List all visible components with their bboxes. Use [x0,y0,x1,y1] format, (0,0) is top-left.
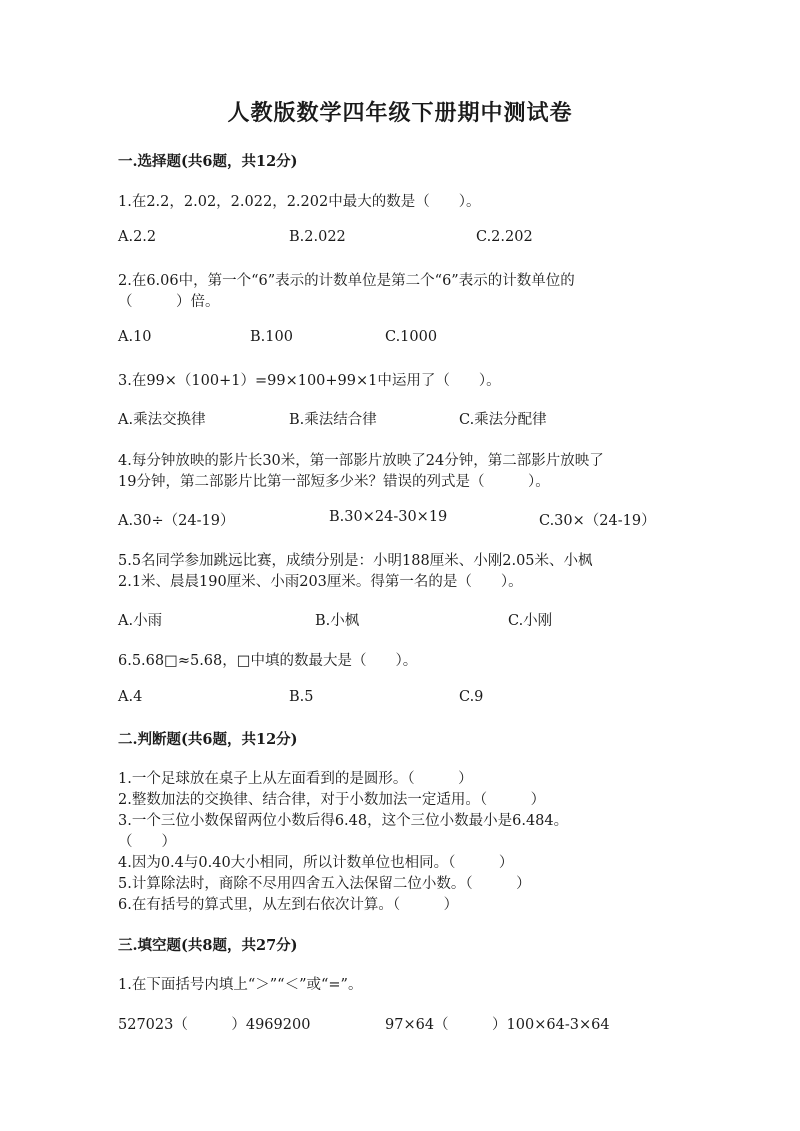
option-c: C.小刚 [508,613,553,629]
question-text: 2.1米、晨晨190厘米、小雨203厘米。得第一名的是（ ）。 [118,574,523,590]
statement-line: 3.一个三位小数保留两位小数后得6.48，这个三位小数最小是6.484。 [118,813,569,829]
statement-line: 5.计算除法时，商除不尽用四舍五入法保留二位小数。（ ） [118,876,531,892]
comparison-item: 527023（ ）4969200 [118,1017,311,1033]
option-c: C.2.202 [476,229,533,245]
option-c: C.30×（24-19） [539,513,656,529]
statement-line: 4.因为0.4与0.40大小相同，所以计数单位也相同。（ ） [118,855,514,871]
option-c: C.1000 [385,329,438,345]
option-a: A.4 [118,689,143,705]
question-text: 2.在6.06中，第一个“6”表示的计数单位是第二个“6”表示的计数单位的 [118,273,575,289]
statement-line: （ ） [118,834,176,850]
question-text: （ ）倍。 [118,294,220,310]
section-header-choice: 一.选择题(共6题，共12分) [118,153,298,170]
question-text: 1.在2.2，2.02，2.022，2.202中最大的数是（ ）。 [118,194,481,210]
section-header-fill: 三.填空题(共8题，共27分) [118,937,298,954]
option-b: B.2.022 [289,229,346,245]
option-a: A.10 [118,329,152,345]
option-a: A.乘法交换律 [118,412,206,428]
option-b: B.100 [250,329,293,345]
option-c: C.9 [459,689,484,705]
section-header-judgement: 二.判断题(共6题，共12分) [118,731,298,748]
comparison-item: 97×64（ ）100×64-3×64 [385,1017,610,1033]
question-text: 5.5名同学参加跳远比赛，成绩分别是：小明188厘米、小刚2.05米、小枫 [118,553,593,569]
question-text: 19分钟，第二部影片比第一部短多少米？错误的列式是（ ）。 [118,474,550,490]
statement-line: 6.在有括号的算式里，从左到右依次计算。（ ） [118,897,459,913]
question-text: 6.5.68□≈5.68，□中填的数最大是（ ）。 [118,653,418,669]
option-a: A.30÷（24-19） [118,513,235,529]
option-a: A.2.2 [118,229,157,245]
question-text: 4.每分钟放映的影片长30米，第一部影片放映了24分钟，第二部影片放映了 [118,453,604,469]
statement-line: 2.整数加法的交换律、结合律，对于小数加法一定适用。（ ） [118,792,546,808]
option-b: B.30×24-30×19 [329,509,448,525]
option-a: A.小雨 [118,613,163,629]
option-b: B.小枫 [315,613,360,629]
exam-title: 人教版数学四年级下册期中测试卷 [227,100,573,126]
option-b: B.5 [289,689,314,705]
statement-line: 1.一个足球放在桌子上从左面看到的是圆形。（ ） [118,771,473,787]
option-c: C.乘法分配律 [459,412,547,428]
option-b: B.乘法结合律 [289,412,377,428]
question-text: 3.在99×（100+1）=99×100+99×1中运用了（ ）。 [118,373,501,389]
question-text: 1.在下面括号内填上“＞”“＜”或“=”。 [118,977,363,993]
